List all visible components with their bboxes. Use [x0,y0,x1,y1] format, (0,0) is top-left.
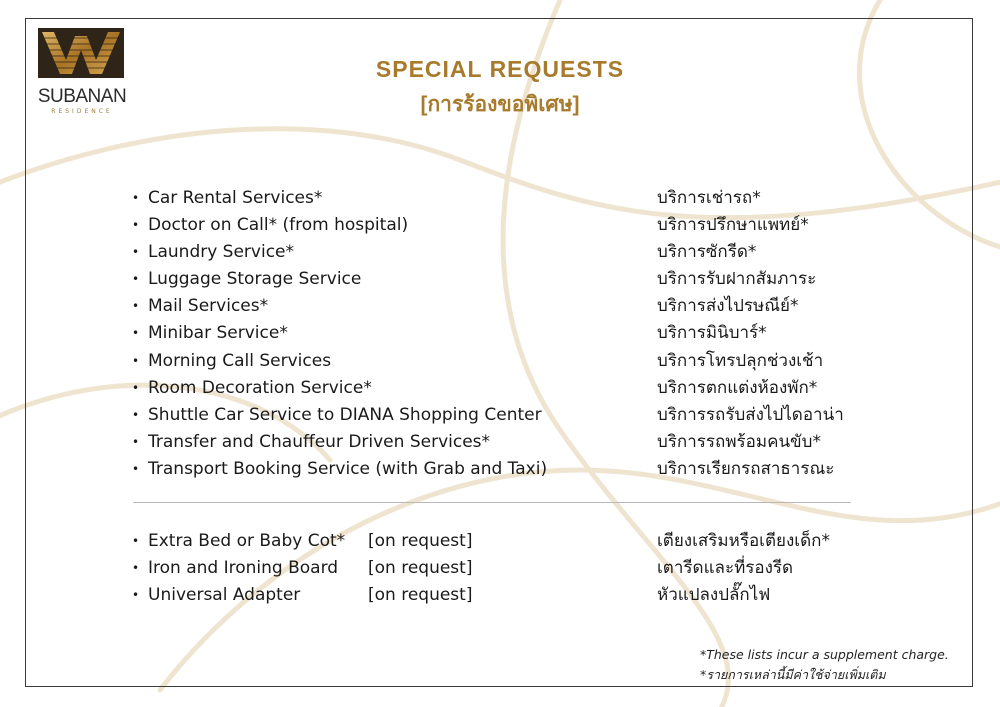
on-request-note: [on request] [368,531,473,551]
service-name-thai: บริการรถรับส่งไปไดอาน่า [657,405,844,425]
bullet: • [132,272,140,286]
service-name-thai: บริการมินิบาร์* [657,323,767,343]
amenity-name: Extra Bed or Baby Cot* [148,531,346,551]
footnote-th: *รายการเหล่านี้มีค่าใช้จ่ายเพิ่มเติม [700,667,886,682]
subanan-logo [36,28,128,120]
bullet: • [132,218,140,232]
list-item [0,294,1000,318]
page-title-thai: [การร้องขอพิเศษ] [420,93,580,116]
list-item [0,240,1000,264]
list-item [0,186,1000,210]
list-item [0,349,1000,373]
bullet: • [132,561,140,575]
page-title: SPECIAL REQUESTS [375,56,625,82]
service-name: Mail Services* [148,296,269,316]
list-item [0,267,1000,291]
bullet: • [132,462,140,476]
amenity-name-thai: หัวแปลงปลั๊กไฟ [657,585,771,605]
brand-name: SUBANAN [37,86,127,107]
on-request-note: [on request] [368,585,473,605]
service-name-thai: บริการรับฝากสัมภาระ [657,269,817,289]
service-name-thai: บริการเช่ารถ* [657,188,761,208]
service-name: Transport Booking Service (with Grab and Taxi) [148,459,548,479]
service-name-thai: บริการรถพร้อมคนขับ* [657,432,821,452]
bullet: • [132,408,140,422]
service-name: Laundry Service* [148,242,295,262]
service-name: Room Decoration Service* [148,378,372,398]
bullet: • [132,435,140,449]
bullet: • [132,381,140,395]
service-name-thai: บริการตกแต่งห้องพัก* [657,378,818,398]
service-name: Morning Call Services [148,351,332,371]
service-name: Transfer and Chauffeur Driven Services* [148,432,491,452]
service-name: Minibar Service* [148,323,288,343]
list-item [0,529,1000,553]
list-item [0,213,1000,237]
bullet: • [132,534,140,548]
list-item [0,403,1000,427]
service-name-thai: บริการส่งไปรษณีย์* [657,296,799,316]
service-name-thai: บริการเรียกรถสาธารณะ [657,459,835,479]
bullet: • [132,245,140,259]
bullet: • [132,299,140,313]
bullet: • [132,191,140,205]
bullet: • [132,326,140,340]
service-name-thai: บริการโทรปลุกช่วงเช้า [657,351,824,371]
service-name: Doctor on Call* (from hospital) [148,215,409,235]
amenity-name: Iron and Ironing Board [148,558,339,578]
amenity-name-thai: เตารีดและที่รองรีด [657,558,794,578]
list-item [0,430,1000,454]
service-name: Shuttle Car Service to DIANA Shopping Center [148,405,542,425]
list-item [0,321,1000,345]
w-monogram-icon [38,28,124,78]
amenity-name-thai: เตียงเสริมหรือเตียงเด็ก* [657,531,830,551]
footnote-en: *These lists incur a supplement charge. [700,647,949,662]
list-item [0,583,1000,607]
brand-tagline: RESIDENCE [51,108,113,115]
service-name: Luggage Storage Service [148,269,362,289]
list-item [0,376,1000,400]
amenity-name: Universal Adapter [148,585,301,605]
list-item [0,556,1000,580]
bullet: • [132,588,140,602]
list-item [0,457,1000,481]
service-name: Car Rental Services* [148,188,323,208]
on-request-note: [on request] [368,558,473,578]
bullet: • [132,354,140,368]
service-name-thai: บริการปรึกษาแพทย์* [657,215,809,235]
section-divider [133,502,851,503]
service-name-thai: บริการซักรีด* [657,242,757,262]
